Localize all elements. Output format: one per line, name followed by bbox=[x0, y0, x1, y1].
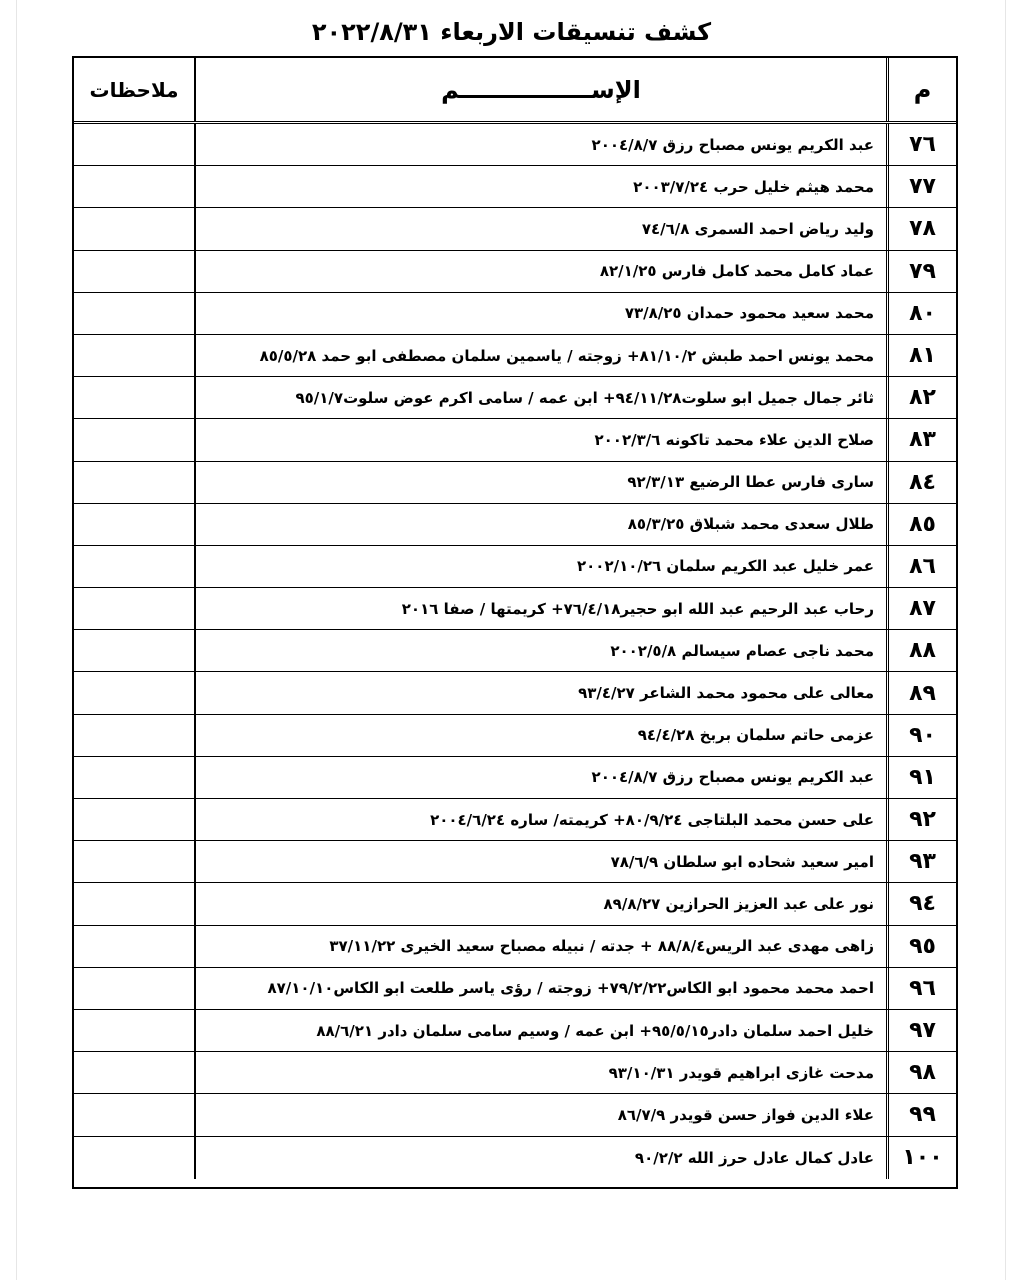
row-number: ٨٧ bbox=[886, 588, 956, 629]
row-number: ٨٨ bbox=[886, 630, 956, 671]
row-name: سارى فارس عطا الرضيع ٩٢/٣/١٣ bbox=[194, 462, 886, 503]
table-row bbox=[74, 124, 956, 166]
table-row bbox=[74, 926, 956, 968]
row-number: ٩٩ bbox=[886, 1094, 956, 1135]
table-row bbox=[74, 546, 956, 588]
row-notes bbox=[74, 799, 194, 840]
table-row bbox=[74, 1010, 956, 1052]
row-name: عبد الكريم يونس مصباح رزق ٢٠٠٤/٨/٧ bbox=[194, 757, 886, 798]
table-body bbox=[74, 124, 956, 1179]
table-row bbox=[74, 166, 956, 208]
row-notes bbox=[74, 715, 194, 756]
row-name: عماد كامل محمد كامل فارس ٨٢/١/٢٥ bbox=[194, 251, 886, 292]
row-notes bbox=[74, 841, 194, 882]
table-row bbox=[74, 504, 956, 546]
row-number: ٩٨ bbox=[886, 1052, 956, 1093]
row-notes bbox=[74, 504, 194, 545]
row-notes bbox=[74, 630, 194, 671]
table-row bbox=[74, 335, 956, 377]
row-number: ٧٨ bbox=[886, 208, 956, 249]
row-notes bbox=[74, 546, 194, 587]
row-number: ٩٤ bbox=[886, 883, 956, 924]
row-name: على حسن محمد البلتاجى ٨٠/٩/٢٤+ كريمته/ ساره ٢٠٠٤/٦/٢٤ bbox=[194, 799, 886, 840]
row-notes bbox=[74, 757, 194, 798]
table-row bbox=[74, 462, 956, 504]
row-notes bbox=[74, 377, 194, 418]
row-name: عمر خليل عبد الكريم سلمان ٢٠٠٢/١٠/٢٦ bbox=[194, 546, 886, 587]
row-number: ٨٢ bbox=[886, 377, 956, 418]
header-name: الإســــــــــــــــم bbox=[194, 58, 886, 121]
table-row bbox=[74, 799, 956, 841]
row-name: محمد يونس احمد طبش ٨١/١٠/٢+ زوجته / ياسمين سلمان مصطفى ابو حمد ٨٥/٥/٢٨ bbox=[194, 335, 886, 376]
table-row bbox=[74, 715, 956, 757]
row-name: امير سعيد شحاده ابو سلطان ٧٨/٦/٩ bbox=[194, 841, 886, 882]
row-name: نور على عبد العزيز الحرازين ٨٩/٨/٢٧ bbox=[194, 883, 886, 924]
row-name: وليد رياض احمد السمرى ٧٤/٦/٨ bbox=[194, 208, 886, 249]
table-row bbox=[74, 1052, 956, 1094]
row-name: مدحت غازى ابراهيم قويدر ٩٣/١٠/٣١ bbox=[194, 1052, 886, 1093]
row-number: ٩١ bbox=[886, 757, 956, 798]
row-notes bbox=[74, 251, 194, 292]
row-name: طلال سعدى محمد شبلاق ٨٥/٣/٢٥ bbox=[194, 504, 886, 545]
table-row bbox=[74, 293, 956, 335]
row-number: ٧٩ bbox=[886, 251, 956, 292]
table-row bbox=[74, 841, 956, 883]
row-name: زاهى مهدى عبد الريس٨٨/٨/٤ + جدته / نبيله مصباح سعيد الخيرى ٣٧/١١/٢٢ bbox=[194, 926, 886, 967]
row-number: ٨١ bbox=[886, 335, 956, 376]
row-number: ٨٦ bbox=[886, 546, 956, 587]
row-number: ٨٩ bbox=[886, 672, 956, 713]
row-notes bbox=[74, 462, 194, 503]
row-number: ٩٠ bbox=[886, 715, 956, 756]
row-notes bbox=[74, 672, 194, 713]
row-number: ٨٤ bbox=[886, 462, 956, 503]
page-title: كشف تنسيقات الاربعاء ٢٠٢٢/٨/٣١ bbox=[311, 18, 712, 46]
row-number: ٧٧ bbox=[886, 166, 956, 207]
table-header bbox=[74, 58, 956, 124]
row-number: ٧٦ bbox=[886, 124, 956, 165]
row-number: ٩٢ bbox=[886, 799, 956, 840]
row-notes bbox=[74, 926, 194, 967]
table-row bbox=[74, 588, 956, 630]
row-notes bbox=[74, 1137, 194, 1179]
row-name: محمد ناجى عصام سيسالم ٢٠٠٢/٥/٨ bbox=[194, 630, 886, 671]
row-name: ثائر جمال جميل ابو سلوت٩٤/١١/٢٨+ ابن عمه / سامى اكرم عوض سلوت٩٥/١/٧ bbox=[194, 377, 886, 418]
row-notes bbox=[74, 419, 194, 460]
row-number: ١٠٠ bbox=[886, 1137, 956, 1179]
row-name: صلاح الدين علاء محمد تاكونه ٢٠٠٢/٣/٦ bbox=[194, 419, 886, 460]
row-name: عادل كمال عادل حرز الله ٩٠/٢/٢ bbox=[194, 1137, 886, 1179]
names-table bbox=[72, 56, 958, 1189]
row-number: ٨٣ bbox=[886, 419, 956, 460]
row-notes bbox=[74, 1010, 194, 1051]
row-notes bbox=[74, 166, 194, 207]
row-notes bbox=[74, 293, 194, 334]
row-notes bbox=[74, 1094, 194, 1135]
row-notes bbox=[74, 208, 194, 249]
row-name: علاء الدين فواز حسن قويدر ٨٦/٧/٩ bbox=[194, 1094, 886, 1135]
row-name: محمد هيثم خليل حرب ٢٠٠٣/٧/٢٤ bbox=[194, 166, 886, 207]
table-row bbox=[74, 208, 956, 250]
row-name: احمد محمد محمود ابو الكاس٧٩/٢/٢٢+ زوجته / رؤى ياسر طلعت ابو الكاس٨٧/١٠/١٠ bbox=[194, 968, 886, 1009]
row-number: ٨٠ bbox=[886, 293, 956, 334]
table-row bbox=[74, 251, 956, 293]
table-row bbox=[74, 630, 956, 672]
row-notes bbox=[74, 883, 194, 924]
row-notes bbox=[74, 968, 194, 1009]
row-name: محمد سعيد محمود حمدان ٧٣/٨/٢٥ bbox=[194, 293, 886, 334]
row-notes bbox=[74, 1052, 194, 1093]
row-notes bbox=[74, 588, 194, 629]
row-number: ٩٣ bbox=[886, 841, 956, 882]
header-notes: ملاحظات bbox=[89, 77, 179, 102]
row-name: خليل احمد سلمان دادر٩٥/٥/١٥+ ابن عمه / وسيم سامى سلمان دادر ٨٨/٦/٢١ bbox=[194, 1010, 886, 1051]
header-number: م bbox=[886, 58, 956, 121]
row-number: ٩٧ bbox=[886, 1010, 956, 1051]
row-name: معالى على محمود محمد الشاعر ٩٣/٤/٢٧ bbox=[194, 672, 886, 713]
row-number: ٨٥ bbox=[886, 504, 956, 545]
table-row bbox=[74, 672, 956, 714]
row-name: رحاب عبد الرحيم عبد الله ابو حجير٧٦/٤/١٨+ كريمتها / صفا ٢٠١٦ bbox=[194, 588, 886, 629]
table-row bbox=[74, 1094, 956, 1136]
row-name: عزمى حاتم سلمان بربخ ٩٤/٤/٢٨ bbox=[194, 715, 886, 756]
table-row bbox=[74, 377, 956, 419]
row-notes bbox=[74, 335, 194, 376]
table-row bbox=[74, 968, 956, 1010]
row-number: ٩٦ bbox=[886, 968, 956, 1009]
table-row bbox=[74, 757, 956, 799]
table-row bbox=[74, 883, 956, 925]
row-notes bbox=[74, 124, 194, 165]
table-row bbox=[74, 419, 956, 461]
row-number: ٩٥ bbox=[886, 926, 956, 967]
row-name: عبد الكريم يونس مصباح رزق ٢٠٠٤/٨/٧ bbox=[194, 124, 886, 165]
table-row bbox=[74, 1137, 956, 1179]
